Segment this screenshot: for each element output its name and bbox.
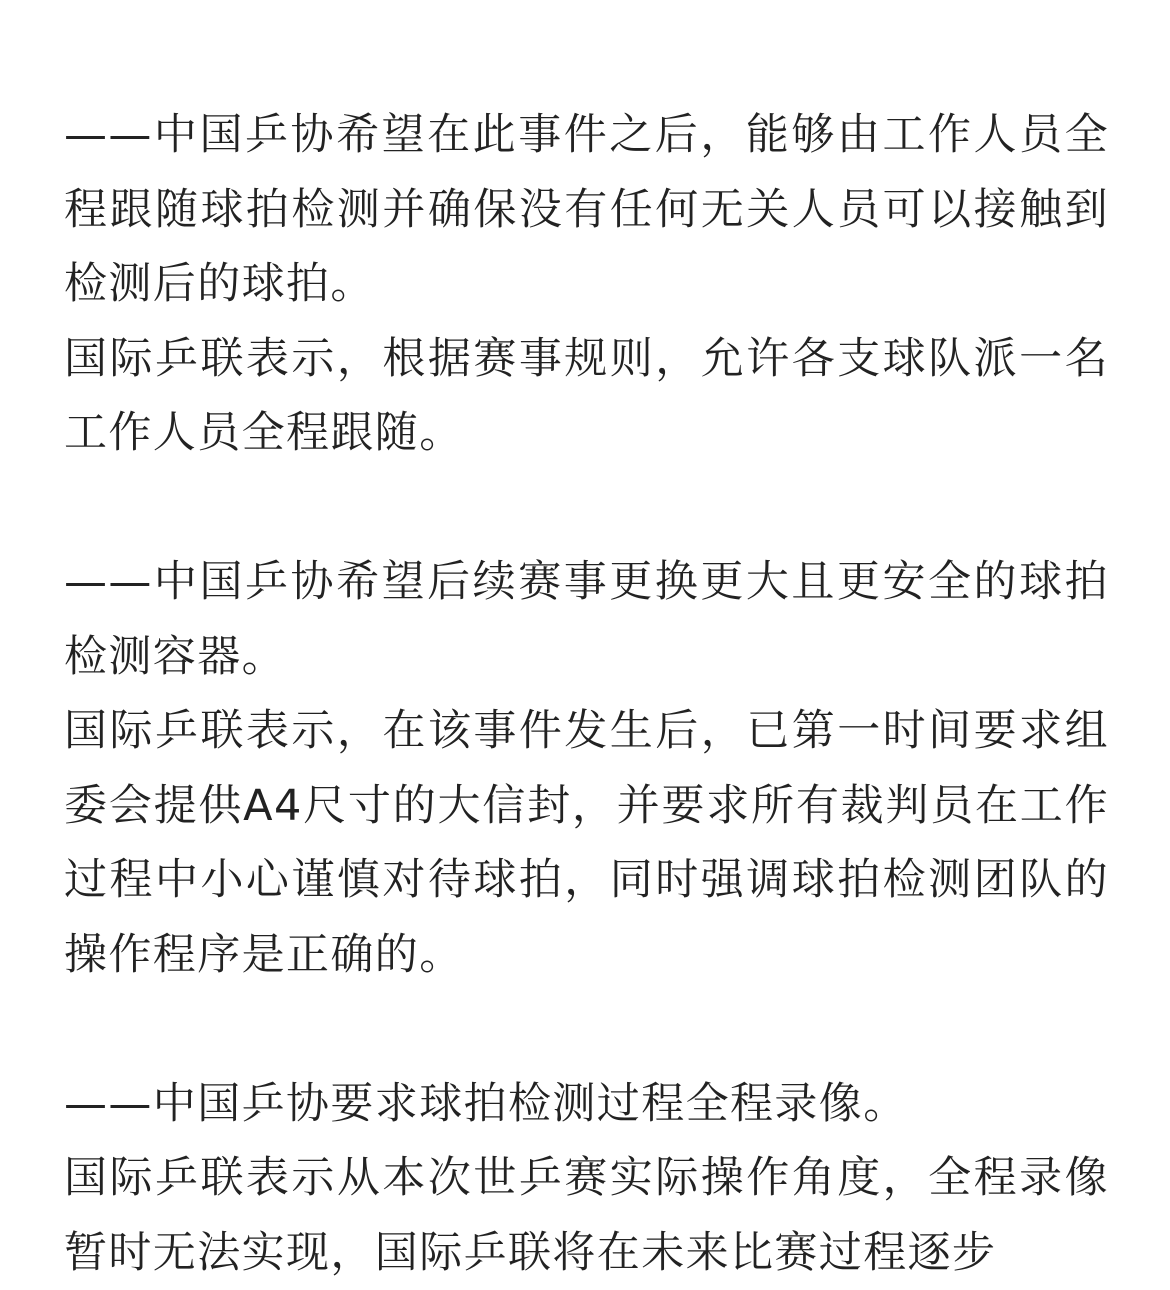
article-body — [64, 98, 1109, 1290]
paragraph-gap — [64, 471, 1109, 546]
request-paragraph: ——中国乒协希望后续赛事更换更大且更安全的球拍检测容器。 — [64, 557, 1109, 682]
paragraph-gap — [64, 992, 1109, 1067]
request-paragraph: ——中国乒协希望在此事件之后，能够由工作人员全程跟随球拍检测并确保没有任何无关人员可以接触到检测后的球拍。 — [64, 110, 1109, 309]
response-paragraph: 国际乒联表示，根据赛事规则，允许各支球队派一名工作人员全程跟随。 — [64, 333, 1109, 458]
request-paragraph: ——中国乒协要求球拍检测过程全程录像。 — [64, 1078, 908, 1129]
response-paragraph: 国际乒联表示从本次世乒赛实际操作角度，全程录像暂时无法实现，国际乒联将在未来比赛过程逐步 — [64, 1153, 1109, 1278]
response-paragraph: 国际乒联表示，在该事件发生后，已第一时间要求组委会提供A4尺寸的大信封，并要求所有裁判员在工作过程中小心谨慎对待球拍，同时强调球拍检测团队的操作程序是正确的。 — [64, 706, 1109, 980]
